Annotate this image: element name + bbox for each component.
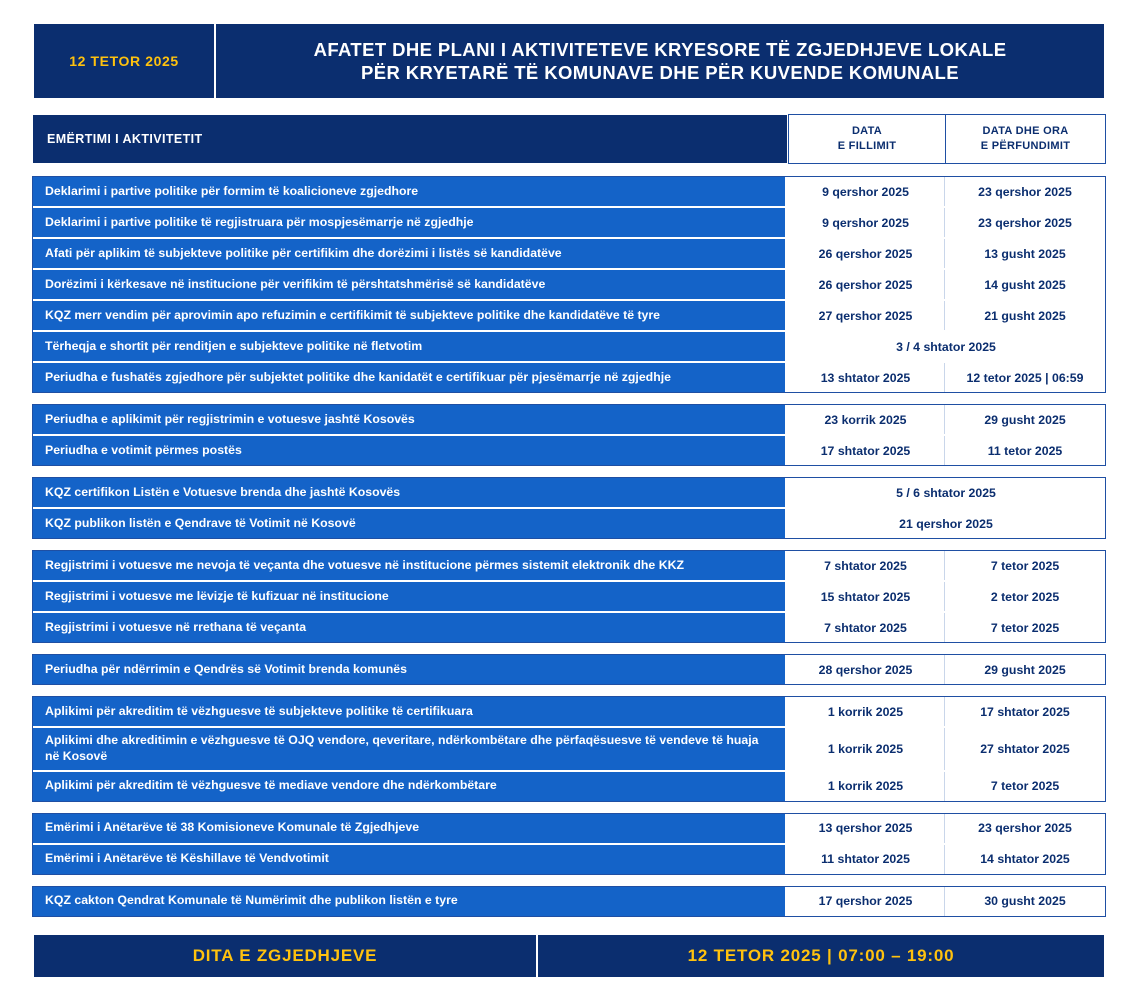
- cell-date-merged: 5 / 6 shtator 2025: [787, 478, 1105, 507]
- cell-activity: Aplikimi për akreditim të vëzhguesve të mediave vendore dhe ndërkombëtare: [33, 772, 787, 801]
- cell-start-date: 17 shtator 2025: [787, 436, 945, 465]
- table-row: [33, 770, 1105, 801]
- cell-end-date: 23 qershor 2025: [945, 814, 1105, 843]
- cell-activity: Aplikimi për akreditim të vëzhguesve të subjekteve politike të certifikuara: [33, 697, 787, 726]
- cell-start-date: 28 qershor 2025: [787, 655, 945, 684]
- table-group: [32, 696, 1106, 802]
- table-row: [33, 887, 1105, 916]
- cell-end-date: 2 tetor 2025: [945, 582, 1105, 611]
- column-header-end-date: [946, 114, 1106, 164]
- table-group: [32, 477, 1106, 539]
- table-row: [33, 551, 1105, 580]
- cell-start-date: 13 qershor 2025: [787, 814, 945, 843]
- cell-end-date: 13 gusht 2025: [945, 239, 1105, 268]
- table-row: [33, 237, 1105, 268]
- cell-end-date: 29 gusht 2025: [945, 405, 1105, 434]
- cell-date-merged: 21 qershor 2025: [787, 509, 1105, 538]
- column-header-start-date-line2: E FILLIMIT: [837, 140, 897, 152]
- cell-end-date: 7 tetor 2025: [945, 551, 1105, 580]
- cell-activity: Periudha për ndërrimin e Qendrës së Votimit brenda komunës: [33, 655, 787, 684]
- cell-end-date: 14 gusht 2025: [945, 270, 1105, 299]
- table-group: [32, 813, 1106, 875]
- document-header: [32, 22, 1106, 100]
- table-group: [32, 176, 1106, 393]
- column-header-start-date-line1: DATA: [851, 125, 883, 138]
- table-row: [33, 814, 1105, 843]
- schedule-table: [32, 22, 1106, 978]
- table-row: [33, 299, 1105, 330]
- cell-activity: KQZ cakton Qendrat Komunale të Numërimit dhe publikon listën e tyre: [33, 887, 787, 916]
- cell-activity: Regjistrimi i votuesve në rrethana të veçanta: [33, 613, 787, 642]
- cell-activity: KQZ merr vendim për aprovimin apo refuzimin e certifikimit të subjekteve politike dhe kandidatëve të tyre: [33, 301, 787, 330]
- cell-activity: Regjistrimi i votuesve me nevoja të veçanta dhe votuesve në institucione përmes sistemit elektronik dhe KKZ: [33, 551, 787, 580]
- column-header-activity: EMËRTIMI I AKTIVITETIT: [32, 114, 788, 164]
- cell-start-date: 9 qershor 2025: [787, 208, 945, 237]
- cell-activity: Aplikimi dhe akreditimin e vëzhguesve të OJQ vendore, qeveritare, ndërkombëtare dhe përfaqësuesve të vendeve të huaja në Kosovë: [33, 728, 787, 770]
- cell-start-date: 15 shtator 2025: [787, 582, 945, 611]
- cell-start-date: 17 qershor 2025: [787, 887, 945, 916]
- cell-activity: Afati për aplikim të subjekteve politike për certifikim dhe dorëzimi i listës së kandidatëve: [33, 239, 787, 268]
- cell-activity: Regjistrimi i votuesve me lëvizje të kufizuar në institucione: [33, 582, 787, 611]
- cell-end-date: 29 gusht 2025: [945, 655, 1105, 684]
- cell-end-date: 7 tetor 2025: [945, 613, 1105, 642]
- cell-date-merged: 3 / 4 shtator 2025: [787, 332, 1105, 361]
- table-row: [33, 655, 1105, 684]
- cell-activity: Emërimi i Anëtarëve të Këshillave të Vendvotimit: [33, 845, 787, 874]
- page-title-line2: PËR KRYETARË TË KOMUNAVE DHE PËR KUVENDE KOMUNALE: [361, 62, 959, 83]
- table-group: [32, 550, 1106, 643]
- page-title: [216, 22, 1106, 100]
- table-body: [32, 176, 1106, 917]
- table-row: [33, 177, 1105, 206]
- cell-start-date: 23 korrik 2025: [787, 405, 945, 434]
- cell-start-date: 7 shtator 2025: [787, 551, 945, 580]
- cell-end-date: 30 gusht 2025: [945, 887, 1105, 916]
- table-row: [33, 611, 1105, 642]
- cell-activity: Deklarimi i partive politike të regjistruara për mospjesëmarrje në zgjedhje: [33, 208, 787, 237]
- table-row: [33, 330, 1105, 361]
- table-column-headers: [32, 114, 1106, 164]
- cell-end-date: 21 gusht 2025: [945, 301, 1105, 330]
- cell-start-date: 1 korrik 2025: [787, 697, 945, 726]
- table-row: [33, 268, 1105, 299]
- cell-end-date: 12 tetor 2025 | 06:59: [945, 363, 1105, 392]
- table-row: [33, 580, 1105, 611]
- cell-start-date: 26 qershor 2025: [787, 239, 945, 268]
- column-header-end-date-line1: DATA DHE ORA: [982, 125, 1069, 138]
- cell-end-date: 27 shtator 2025: [945, 728, 1105, 770]
- cell-end-date: 23 qershor 2025: [945, 208, 1105, 237]
- cell-end-date: 7 tetor 2025: [945, 772, 1105, 801]
- cell-activity: Emërimi i Anëtarëve të 38 Komisioneve Komunale të Zgjedhjeve: [33, 814, 787, 843]
- table-row: [33, 206, 1105, 237]
- document-footer: [32, 933, 1106, 979]
- table-row: [33, 434, 1105, 465]
- cell-activity: KQZ certifikon Listën e Votuesve brenda dhe jashtë Kosovës: [33, 478, 787, 507]
- footer-election-day-label: DITA E ZGJEDHJEVE: [32, 933, 538, 979]
- cell-end-date: 11 tetor 2025: [945, 436, 1105, 465]
- cell-activity: Periudha e aplikimit për regjistrimin e votuesve jashtë Kosovës: [33, 405, 787, 434]
- cell-start-date: 7 shtator 2025: [787, 613, 945, 642]
- table-row: [33, 697, 1105, 726]
- cell-start-date: 1 korrik 2025: [787, 728, 945, 770]
- column-header-start-date: [788, 114, 946, 164]
- cell-activity: Periudha e votimit përmes postës: [33, 436, 787, 465]
- table-row: [33, 478, 1105, 507]
- cell-start-date: 9 qershor 2025: [787, 177, 945, 206]
- table-group: [32, 654, 1106, 685]
- table-row: [33, 726, 1105, 770]
- cell-activity: Deklarimi i partive politike për formim të koalicioneve zgjedhore: [33, 177, 787, 206]
- cell-end-date: 14 shtator 2025: [945, 845, 1105, 874]
- table-group: [32, 886, 1106, 917]
- table-group: [32, 404, 1106, 466]
- footer-election-day-value: 12 TETOR 2025 | 07:00 – 19:00: [538, 933, 1106, 979]
- table-row: [33, 361, 1105, 392]
- header-date-badge: 12 TETOR 2025: [32, 22, 216, 100]
- cell-end-date: 17 shtator 2025: [945, 697, 1105, 726]
- cell-start-date: 1 korrik 2025: [787, 772, 945, 801]
- table-row: [33, 843, 1105, 874]
- cell-activity: Tërheqja e shortit për renditjen e subjekteve politike në fletvotim: [33, 332, 787, 361]
- page-title-line1: AFATET DHE PLANI I AKTIVITETEVE KRYESORE TË ZGJEDHJEVE LOKALE: [313, 38, 1007, 60]
- cell-end-date: 23 qershor 2025: [945, 177, 1105, 206]
- cell-start-date: 11 shtator 2025: [787, 845, 945, 874]
- cell-activity: Dorëzimi i kërkesave në institucione për verifikim të përshtatshmërisë së kandidatëve: [33, 270, 787, 299]
- column-header-end-date-line2: E PËRFUNDIMIT: [980, 140, 1071, 152]
- table-row: [33, 507, 1105, 538]
- cell-start-date: 13 shtator 2025: [787, 363, 945, 392]
- table-row: [33, 405, 1105, 434]
- cell-activity: Periudha e fushatës zgjedhore për subjektet politike dhe kanidatët e certifikuar për pjesëmarrje në zgjedhje: [33, 363, 787, 392]
- cell-start-date: 27 qershor 2025: [787, 301, 945, 330]
- cell-activity: KQZ publikon listën e Qendrave të Votimit në Kosovë: [33, 509, 787, 538]
- cell-start-date: 26 qershor 2025: [787, 270, 945, 299]
